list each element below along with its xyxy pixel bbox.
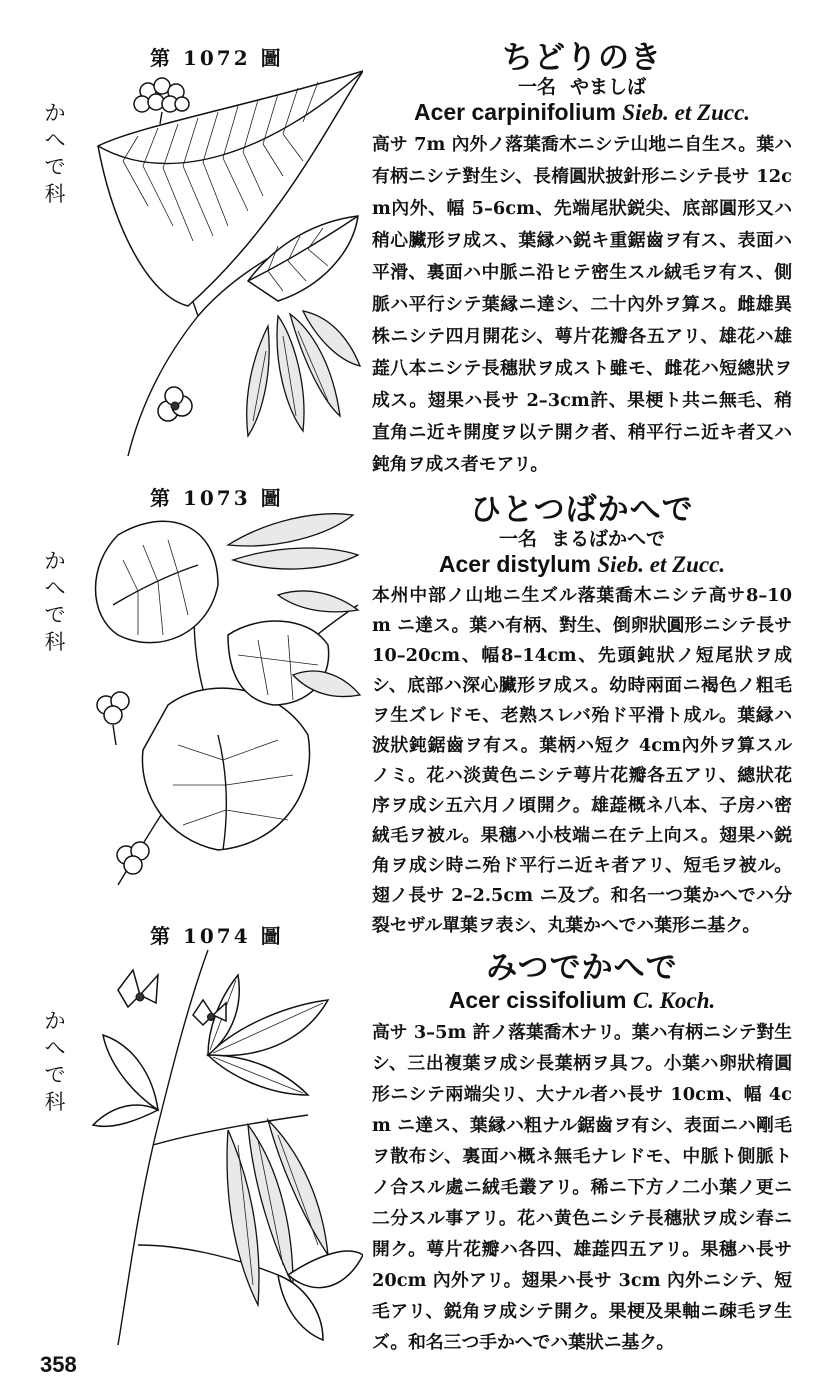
- scientific-name: [372, 98, 792, 127]
- alt-name-value: やましば: [570, 76, 647, 98]
- acer-distylum-illustration: [78, 505, 363, 900]
- family-char: で: [44, 603, 66, 627]
- family-label-2: [40, 548, 70, 656]
- species-description: 高サ 3–5m 許ノ落葉喬木ナリ。葉ハ有柄ニシテ對生シ、三出複葉ヲ成シ長葉柄ヲ具フ。小葉ハ卵狀楕圓形ニシテ兩端尖リ、大ナル者ハ長サ 10cm、幅 4cm ニ達ス、葉縁ハ粗ナル鋸齒ヲ有シ、表面ニハ剛毛ヲ散布シ、裏面ハ概ネ無毛ナレドモ、中脈ト側脈トノ合スル處ニ絨毛叢アリ。稀ニ下方ノ二小葉ノ更ニ二分スル事アリ。花ハ黄色ニシテ長穗狀ヲ成シ春ニ開ク。萼片花瓣ハ各四、雄蕋四五アリ。果穗ハ長サ 20cm 內外アリ。翅果ハ長サ 3cm 內外ニシテ、短毛アリ、鋭角ヲ成シテ開ク。果梗及果軸ニ疎毛ヲ生ズ。和名三つ手かへでハ葉狀ニ基ク。: [372, 1022, 792, 1353]
- scientific-name: [372, 550, 792, 579]
- samara-cluster-drawing: [247, 311, 360, 436]
- genus-species: Acer carpinifolium: [413, 99, 616, 125]
- leaf-drawing: [248, 216, 358, 301]
- alternate-name: [372, 76, 792, 98]
- author-citation: Sieb. et Zucc.: [622, 100, 751, 125]
- species-description: 高サ 7m 內外ノ落葉喬木ニシテ山地ニ自生ス。葉ハ有柄ニシテ對生シ、長楕圓狀披針形ニシテ長サ 12cm內外、幅 5–6cm、先端尾狀鋭尖、底部圓形又ハ稍心臟形ヲ成ス、葉縁ハ鋭キ重鋸齒ヲ有ス、表面ハ平滑、裏面ハ中脈ニ沿ヒテ密生スル絨毛ヲ有ス、側脈ハ平行シテ葉縁ニ達シ、二十內外ヲ算ス。雌雄異株ニシテ四月開花シ、萼片花瓣各五アリ、雄花ハ雄蕋八本ニシテ長穗狀ヲ成スト雖モ、雌花ハ短總狀ヲ成ス。翅果ハ長サ 2–3cm許、果梗ト共ニ無毛、稍直角ニ近キ開度ヲ以テ開ク者、稍平行ニ近キ者又ハ鈍角ヲ成ス者モアリ。: [372, 134, 792, 475]
- genus-species: Acer distylum: [438, 551, 591, 577]
- figure-label-1074: 第 1074 圖: [150, 924, 284, 948]
- family-label-1: [40, 100, 70, 208]
- alt-name-prefix: 一名: [498, 528, 537, 550]
- family-char: か: [44, 1009, 66, 1033]
- scientific-name: [372, 986, 792, 1015]
- family-char: か: [44, 549, 66, 573]
- family-char: で: [44, 155, 66, 179]
- acer-carpinifolium-illustration: [78, 66, 363, 466]
- japanese-name: ひとつばかへで: [470, 492, 694, 528]
- page-number: 358: [40, 1352, 77, 1377]
- flower-detail-drawing: [158, 387, 192, 421]
- acer-cissifolium-illustration: [78, 945, 363, 1350]
- alt-name-prefix: 一名: [517, 76, 556, 98]
- figure-label-1073: 第 1073 圖: [150, 486, 284, 510]
- entry-acer-distylum: [372, 492, 792, 941]
- alt-name-value: まるばかへで: [551, 528, 666, 550]
- japanese-name: ちどりのき: [502, 40, 662, 76]
- species-description: 本州中部ノ山地ニ生ズル落葉喬木ニシテ高サ8–10m ニ達ス。葉ハ有柄、對生、倒卵狀圓形ニシテ長サ10–20cm、幅8–14cm、先頭鈍狀ノ短尾狀ヲ成シ、底部ハ深心臟形ヲ成ス。幼時兩面ニ褐色ノ粗毛ヲ生ズレドモ、老熟スレバ殆ド平滑ト成ル。葉縁ハ波狀鈍鋸齒ヲ有ス。葉柄ハ短ク 4cm內外ヲ算スルノミ。花ハ淡黄色ニシテ萼片花瓣各五アリ、總狀花序ヲ成シ五六月ノ頃開ク。雄蕋概ネ八本、子房ハ密絨毛ヲ被ル。果穗ハ小枝端ニ在テ上向ス。翅果ハ鋭角ヲ成シ時ニ殆ド平行ニ近キ者アリ、短毛ヲ被ル。翅ノ長サ 2–2.5cm ニ及ブ。和名一つ葉かへでハ分裂セザル單葉ヲ表シ、丸葉かへでハ葉形ニ基ク。: [372, 585, 792, 936]
- family-char: 科: [44, 630, 66, 654]
- leaf-drawing: [142, 688, 309, 850]
- entry-acer-cissifolium: [372, 950, 792, 1358]
- family-char: へ: [44, 128, 66, 152]
- leaf-drawing: [93, 1035, 158, 1126]
- family-char: へ: [44, 1036, 66, 1060]
- japanese-name: みつでかへで: [486, 950, 678, 986]
- figure-label-1072: 第 1072 圖: [150, 46, 284, 70]
- leaf-drawing: [96, 521, 219, 642]
- alternate-name: [372, 528, 792, 550]
- family-char: か: [44, 101, 66, 125]
- author-citation: C. Koch.: [632, 988, 716, 1013]
- family-char: で: [44, 1063, 66, 1087]
- family-char: へ: [44, 576, 66, 600]
- family-label-3: [40, 1008, 70, 1116]
- flower-cluster-drawing: [134, 78, 189, 124]
- genus-species: Acer cissifolium: [448, 987, 627, 1013]
- family-char: 科: [44, 182, 66, 206]
- family-char: 科: [44, 1090, 66, 1114]
- author-citation: Sieb. et Zucc.: [597, 552, 726, 577]
- entry-acer-carpinifolium: [372, 40, 792, 481]
- flower-detail-drawing: [97, 692, 149, 874]
- leaf-drawing: [208, 975, 328, 1095]
- flower-detail-drawing: [118, 970, 226, 1025]
